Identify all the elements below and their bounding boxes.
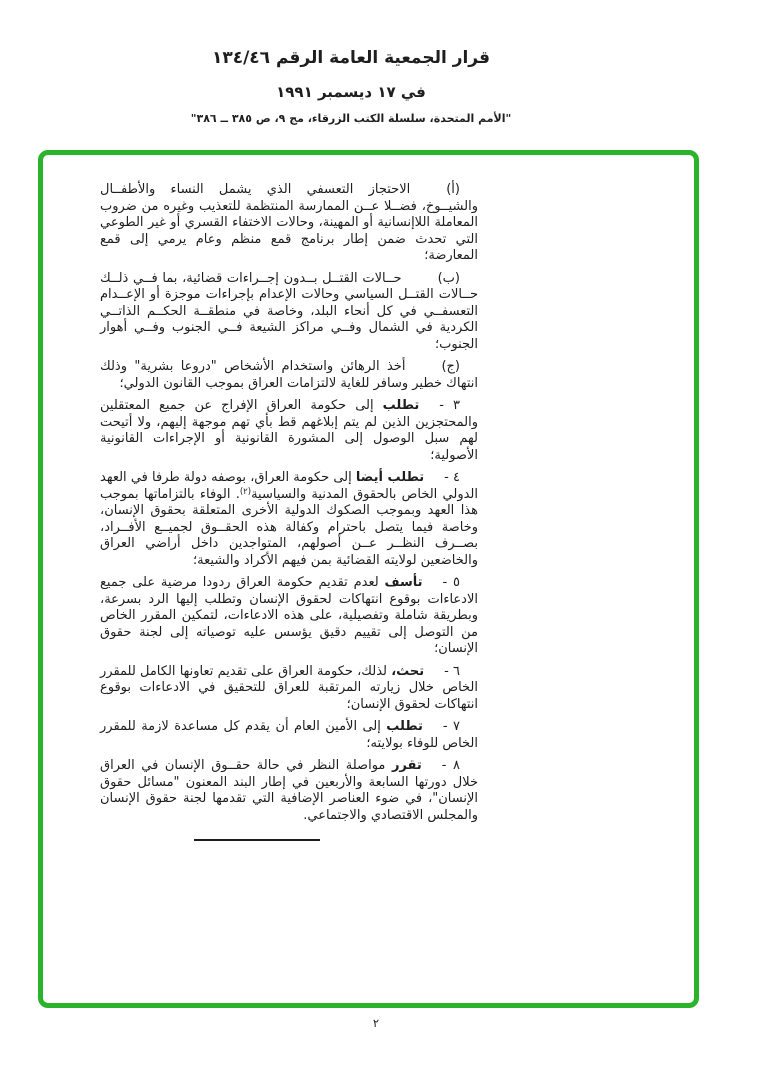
paragraph-lead: تقرر xyxy=(391,758,422,773)
paragraph-text: لعدم تقديم حكومة العراق ردودا مرضية على جميع الادعاءات بوقوع انتهاكات لحقوق الإنسان وتطلب إليها الرد بسرعة، وبطريقة شاملة وتفصيلية، على هذه الادعاءات، لتمكين المقرر الخاص من التوصل إلى تقييم دقيق يؤسس عليه توصياته إلى لجنة حقوق الإنسان؛ xyxy=(100,575,478,656)
header xyxy=(0,48,702,125)
page-number: ٢ xyxy=(372,1016,380,1030)
paragraph-lead: تحث، xyxy=(391,663,425,679)
paragraph-marker: ٦ - xyxy=(444,663,461,679)
paragraph-lead: تطلب أيضا xyxy=(355,470,425,485)
resolution-title: قرار الجمعية العامة الرقم ١٣٤/٤٦ xyxy=(211,48,491,68)
resolution-paragraph xyxy=(100,359,478,392)
paragraph-text: لذلك، حكومة العراق على تقديم تعاونها الكامل للمقرر الخاص خلال زيارته المرتقبة للعراق للتحقيق في الادعاءات بوقوع انتهاكات لحقوق الإنسان؛ xyxy=(100,663,478,712)
paragraph-marker: ٣ - xyxy=(439,398,461,413)
paragraph-marker: ٨ - xyxy=(441,758,460,773)
paragraph-text: . الوفاء بالتزاماتها بموجب هذا العهد وبموجب الصكوك الدولية الأخرى المتعلقة بحقوق الإنسان، وخاصة فيما يتصل باحترام وكفالة هذه الحقــوق لجميــع الأفــراد، بصــرف النظــر عــن أصولهم، المتواجدين داخل أراضي العراق والخاضعين لولايته القضائية بمن فيهم الأكراد والشيعة؛ xyxy=(100,486,478,568)
paragraph-text: أخذ الرهائن واستخدام الأشخاص "دروعا بشرية" وذلك انتهاك خطير وسافر للغاية لالتزامات العراق بموجب القانون الدولي؛ xyxy=(100,359,478,391)
paragraph-text: إلى حكومة العراق الإفراج عن جميع المعتقلين والمحتجزين الذين لم يتم إبلاغهم قط بأي تهم موجهة إليهم، ولا أتيحت لهم سبل الوصول إلى المشورة القانونية أو الإجراءات القانونية الأصولية؛ xyxy=(100,398,478,463)
resolution-paragraph xyxy=(100,470,478,569)
resolution-date: في ١٧ ديسمبر ١٩٩١ xyxy=(276,83,426,101)
paragraph-text: الاحتجاز التعسفي الذي يشمل النساء والأطفــال والشيــوخ، فضــلا عــن الممارسة المنتظمة للتعذيب وغيره من ضروب المعاملة اللاإنسانية أو المهينة، وحالات الاختفاء القسري أو غير الطوعي التي تحدث ضمن إطار برنامج قمع منظم وعام يرمي إلى قمع المعارضة؛ xyxy=(100,182,478,263)
paragraph-lead: تطلب xyxy=(386,719,423,734)
paragraph-marker: (ب) xyxy=(437,270,460,286)
paragraph-text: حــالات القتــل بــدون إجــراءات قضائية، بما فــي ذلــك حــالات القتــل السياسي وحالات الإعدام بإجراءات موجزة أو الإعــدام التعسفــي في كل أنحاء البلد، وخاصة في منطقــة الحكــم الذاتــي الكردية في الشمال وفــي مراكز الشيعة فــي الجنوب وفــي أهوار الجنوب؛ xyxy=(100,270,478,352)
resolution-paragraph xyxy=(100,664,478,714)
paragraph-text: إلى الأمين العام أن يقدم كل مساعدة لازمة للمقرر الخاص للوفاء بولايته؛ xyxy=(100,719,478,751)
resolution-paragraph xyxy=(100,182,478,265)
paragraph-text: مواصلة النظر في حالة حقــوق الإنسان في العراق خلال دورتها السابعة والأربعين في إطار البند المعنون "مسائل حقوق الإنسان"، في ضوء العناصر الإضافية التي تقدمها لجنة حقوق الإنسان والمجلس الاقتصادي والاجتماعي. xyxy=(100,758,478,823)
source-citation: "الأمم المتحدة، سلسلة الكتب الزرقاء، مج ٩، ص ٣٨٥ ــ ٣٨٦" xyxy=(190,112,512,125)
paragraph-marker: ٧ - xyxy=(442,719,460,734)
resolution-paragraph xyxy=(100,398,478,464)
paragraph-marker: (ج) xyxy=(441,359,460,374)
resolution-paragraph xyxy=(100,758,478,824)
footnote-separator xyxy=(194,839,320,841)
resolution-paragraph xyxy=(100,271,478,354)
paragraph-marker: ٥ - xyxy=(442,575,460,590)
paragraph-lead: تأسف xyxy=(384,575,423,590)
paragraph-marker: ٤ - xyxy=(444,470,460,485)
resolution-body xyxy=(100,182,478,841)
paragraph-marker: (أ) xyxy=(446,182,460,197)
footnote-ref: (٢) xyxy=(239,486,252,497)
paragraph-lead: تطلب xyxy=(382,398,420,413)
resolution-paragraph xyxy=(100,575,478,658)
resolution-paragraph xyxy=(100,719,478,752)
paragraph-text: إلى حكومة العراق، بوصفه دولة طرفا في العهد الدولي الخاص بالحقوق المدنية والسياسية xyxy=(100,470,478,502)
document-frame xyxy=(38,150,699,1008)
